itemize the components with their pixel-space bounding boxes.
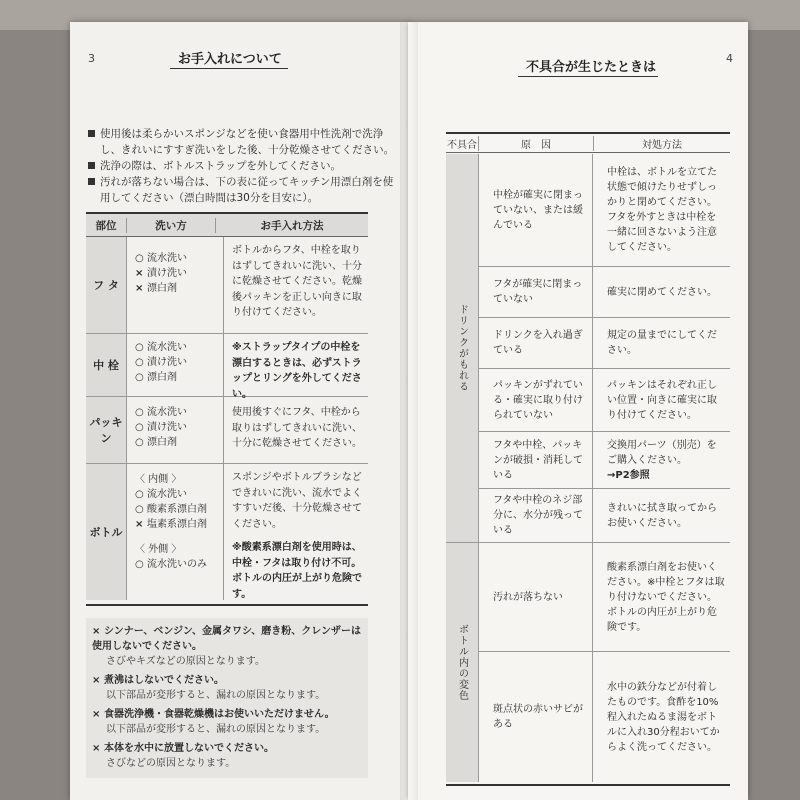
table-row: フタや中栓、パッキンが破損・消耗している 交換用パーツ（別売）をご購入ください。 →P2参照 [478,432,730,489]
care-table-header: 部位 洗い方 お手入れ方法 [86,214,368,237]
warning-item: × 本体を水中に放置しないでください。 さびなどの原因となります。 [92,743,274,769]
cross-icon: × [92,626,101,637]
care-table [86,212,368,606]
table-row [86,334,368,400]
page-reference: →P2参照 [607,469,650,481]
warning-item: × シンナー、ベンジン、金属タワシ、磨き粉、クレンザーは使用しないでください。 さびやキズなどの原因となります。 [92,626,361,667]
page-number: 4 [726,52,733,65]
wash-methods: ○ 流水洗い ○ 漬け洗い ○ 漂白剤 [126,334,223,396]
care-note: ※酸素系漂白剤を使用時は、中栓・フタは取り付け不可。ボトルの内圧が上がり危険です。 [232,542,362,600]
care-text: ボトルからフタ、中栓を取りはずしてきれいに洗い、十分に乾燥させてください。乾燥後パッキンを正しい向きに取り付けてください。 [223,237,368,333]
table-row [86,397,368,464]
table-row: ドリンクを入れ過ぎている 規定の量までにしてください。 [478,318,730,369]
category-leak: ドリンクがもれる [446,154,478,543]
bullet-square-icon [88,178,95,185]
intro-list [88,126,398,206]
table-row: フタや中栓のネジ部分に、水分が残っている きれいに拭き取ってからお使いください。 [478,489,730,543]
part-label: フ タ [86,237,126,333]
table-row: パッキンがずれている・確実に取り付けられていない パッキンはそれぞれ正しい位置・向きに確実に取り付けてください。 [478,369,730,432]
trouble-table [446,132,730,786]
bullet-square-icon [88,130,95,137]
page-title: お手入れについて [178,52,282,67]
intro-item: 使用後は柔らかいスポンジなどを使い食器用中性洗剤で洗浄し、きれいにすすぎ洗いをした後、十分乾燥させてください。 [88,126,398,158]
title-underline [170,68,288,69]
table-row: フタが確実に閉まっていない 確実に閉めてください。 [478,267,730,318]
care-text: スポンジやボトルブラシなどできれいに洗い、流水でよくすすいだ後、十分乾燥させてください。 ※酸素系漂白剤を使用時は、中栓・フタは取り付け不可。ボトルの内圧が上がり危険です。 [223,464,368,600]
part-label: 中 栓 [86,334,126,396]
table-row: 中栓が確実に閉まっていない、または緩んでいる 中栓は、ボトルを立てた状態で傾けたりせずしっかりと閉めてください。フタを外すときは中栓を一緒に回さないよう注意してください。 [478,154,730,267]
wash-methods: 〈 内側 〉 ○ 流水洗い ○ 酸素系漂白剤 × 塩素系漂白剤 〈 外側 〉 ○ 流水洗いのみ [126,464,223,600]
bullet-square-icon [88,162,95,169]
title-underline [518,76,658,77]
table-row [86,237,368,334]
trouble-table-body [446,154,730,784]
booklet-page-left [70,22,410,800]
cross-icon: × [92,675,101,686]
warning-item: × 食器洗浄機・食器乾燥機はお使いいただけません。 以下部品が変形すると、漏れの原因となります。 [92,709,335,735]
category-discolor: ボトル内の変色 [446,543,478,782]
intro-item: 洗浄の際は、ボトルストラップを外してください。 [88,158,398,174]
table-row: 汚れが落ちない 酸素系漂白剤をお使いください。※中栓とフタは取り付けないでください。ボトルの内圧が上がり危険です。 [478,543,730,652]
care-text: 使用後すぐにフタ、中栓から取りはずしてきれいに洗い、十分に乾燥させてください。 [223,397,368,463]
part-label: パッキン [86,397,126,463]
wash-methods: ○ 流水洗い ○ 漬け洗い ○ 漂白剤 [126,397,223,463]
warnings-box [86,618,368,778]
page-title: 不具合が生じたときは [526,60,657,75]
intro-item: 汚れが落ちない場合は、下の表に従ってキッチン用漂白剤を使用してください（漂白時間は30分を目安に）。 [88,174,398,206]
table-row [86,464,368,600]
cross-icon: × [92,709,101,720]
table-row: 斑点状の赤いサビがある 水中の鉄分などが付着したものです。食酢を10%程入れたぬるま湯をボトルに入れ30分程おいてからよく洗ってください。 [478,652,730,782]
booklet-page-right [408,22,748,800]
page-number: 3 [88,52,95,65]
part-label: ボトル [86,464,126,600]
cross-icon: × [92,743,101,754]
fix-with-ref: 交換用パーツ（別売）をご購入ください。 →P2参照 [592,432,730,488]
care-note: ※ストラップタイプの中栓を漂白するときは、必ずストラップとリングを外してください。 [223,334,368,396]
wash-methods: ○ 流水洗い × 漬け洗い × 漂白剤 [126,237,223,333]
page-gutter [400,22,418,800]
trouble-table-header: 不具合 原 因 対処方法 [446,134,730,153]
warning-item: × 煮沸はしないでください。 以下部品が変形すると、漏れの原因となります。 [92,675,326,701]
